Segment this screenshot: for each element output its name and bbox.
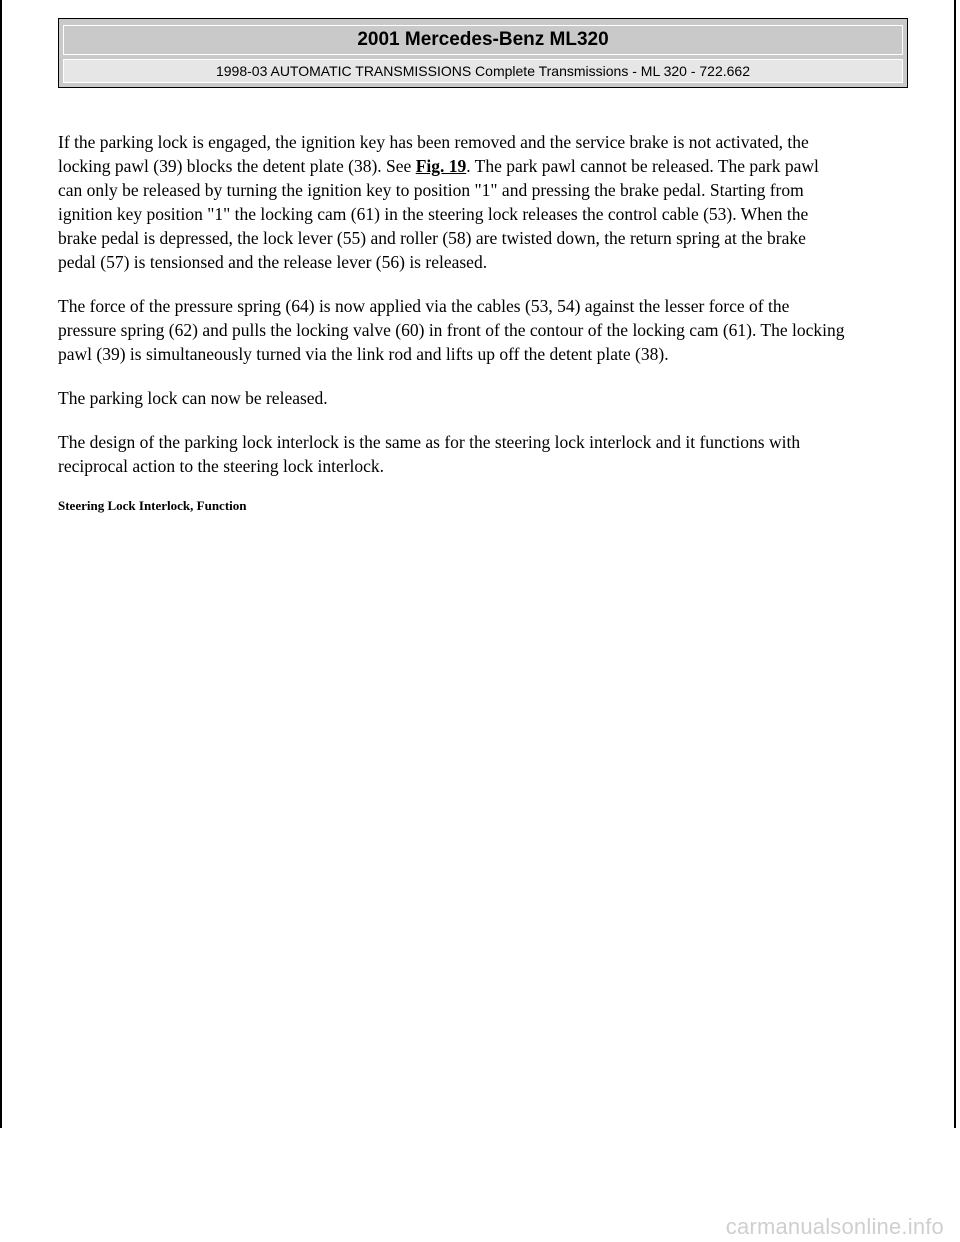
header-subtitle-cell — [63, 59, 903, 83]
footer-watermark: carmanualsonline.info — [725, 1214, 944, 1239]
paragraph1-text-end: . The park pawl cannot be released. The park pawl can only be released by turning the ignition key to position "1" and pressing the brake pedal. Starting from ignition key position "1" the locking cam (61) in the steering lock releases the control cable (53). When the brake pedal is depressed, the lock lever (55) and roller (58) are twisted down, the return spring at the brake pedal (57) is tensionsed and the release lever (56) is released. — [58, 156, 819, 272]
section-subheading: Steering Lock Interlock, Function — [58, 498, 247, 513]
document-body — [58, 130, 918, 514]
fig-19-link[interactable]: Fig. 19 — [415, 156, 467, 176]
paragraph-lock-released: The parking lock can now be released. — [58, 388, 328, 408]
page-border-left — [0, 0, 2, 1128]
paragraph-parking-lock-engaged — [58, 130, 918, 274]
header-title: 2001 Mercedes-Benz ML320 — [357, 29, 609, 50]
paragraph-pressure-spring: The force of the pressure spring (64) is now applied via the cables (53, 54) against the lesser force of the pressure spring (62) and pulls the locking valve (60) in front of the contour of the locking cam (61). The locking pawl (39) is simultaneously turned via the link rod and lifts up off the detent plate (38). — [58, 296, 845, 364]
header-title-cell — [63, 25, 903, 55]
paragraph1-text-start: If the parking lock is engaged, the ignition key has been removed and the service brake is not activated, the locking pawl (39) blocks the detent plate (38). See — [58, 132, 809, 176]
paragraph-interlock-design: The design of the parking lock interlock is the same as for the steering lock interlock and it functions with reciprocal action to the steering lock interlock. — [58, 432, 801, 476]
page-border-right — [954, 0, 956, 1128]
header-subtitle: 1998-03 AUTOMATIC TRANSMISSIONS Complete Transmissions - ML 320 - 722.662 — [215, 63, 751, 79]
document-header — [58, 18, 908, 88]
